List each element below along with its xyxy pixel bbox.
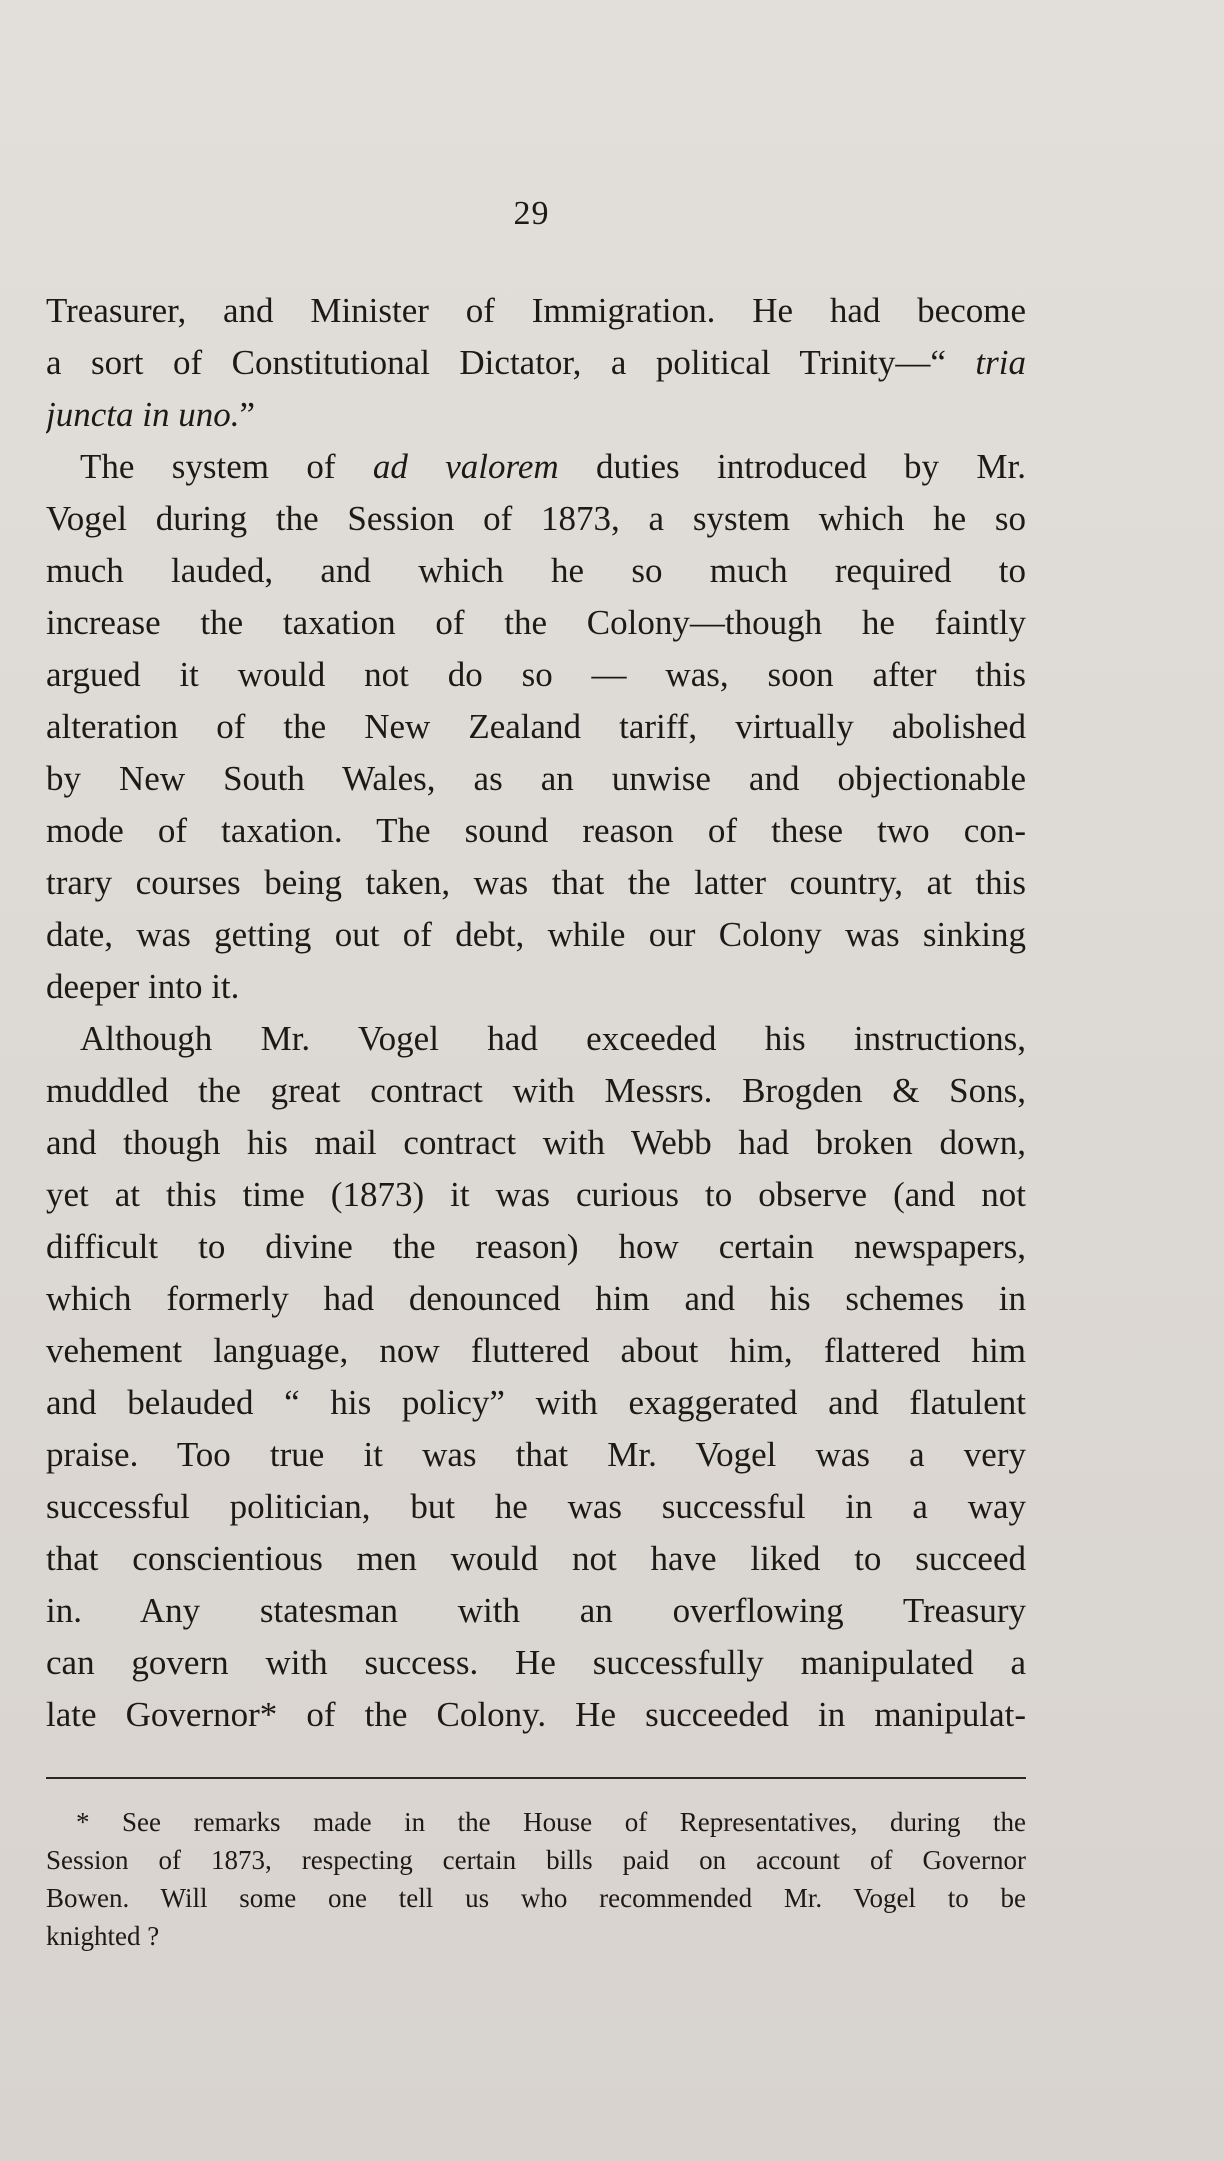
text-line: deeper into it.: [46, 967, 240, 1006]
latin-phrase: ad valorem: [372, 447, 559, 486]
footnote-line: * See remarks made in the House of Representatives, during the: [76, 1807, 1026, 1837]
text-line: Vogel during the Session of 1873, a system which he so: [46, 499, 1026, 538]
text-line: late Governor* of the Colony. He succeeded in manipulat-: [46, 1695, 1026, 1734]
paragraph-start: The system of ad valorem duties introduced by Mr.: [80, 447, 1026, 486]
text-line: a sort of Constitutional Dictator, a political Trinity—“ tria: [46, 343, 1026, 382]
text-line: by New South Wales, as an unwise and objectionable: [46, 759, 1026, 798]
footnote: [46, 1803, 1026, 1955]
text-line: muddled the great contract with Messrs. Brogden & Sons,: [46, 1071, 1026, 1110]
footnote-line: knighted ?: [46, 1921, 160, 1951]
text-line: mode of taxation. The sound reason of these two con-: [46, 811, 1026, 850]
text-line: date, was getting out of debt, while our Colony was sinking: [46, 915, 1026, 954]
footnote-divider: [46, 1777, 1026, 1779]
footnote-line: Bowen. Will some one tell us who recommended Mr. Vogel to be: [46, 1883, 1026, 1913]
text-line: argued it would not do so — was, soon after this: [46, 655, 1026, 694]
text-line: successful politician, but he was successful in a way: [46, 1487, 1026, 1526]
footnote-line: Session of 1873, respecting certain bills paid on account of Governor: [46, 1845, 1026, 1875]
text-line: yet at this time (1873) it was curious to observe (and not: [46, 1175, 1026, 1214]
text-line: in. Any statesman with an overflowing Treasury: [46, 1591, 1026, 1630]
body-text: [46, 285, 1026, 1741]
text-line: alteration of the New Zealand tariff, virtually abolished: [46, 707, 1026, 746]
text-line: vehement language, now fluttered about him, flattered him: [46, 1331, 1026, 1370]
text-line: difficult to divine the reason) how certain newspapers,: [46, 1227, 1026, 1266]
latin-phrase: juncta in uno.: [46, 395, 240, 434]
paragraph-start: Although Mr. Vogel had exceeded his instructions,: [80, 1019, 1026, 1058]
text-line: can govern with success. He successfully manipulated a: [46, 1643, 1026, 1682]
text-line: praise. Too true it was that Mr. Vogel was a very: [46, 1435, 1026, 1474]
text-line: much lauded, and which he so much required to: [46, 551, 1026, 590]
text-line: and though his mail contract with Webb had broken down,: [46, 1123, 1026, 1162]
text-line: trary courses being taken, was that the latter country, at this: [46, 863, 1026, 902]
page-number: 29: [513, 195, 550, 232]
text-line: increase the taxation of the Colony—though he faintly: [46, 603, 1026, 642]
text-line: juncta in uno.”: [46, 395, 256, 434]
latin-phrase: tria: [975, 343, 1026, 382]
text-line: that conscientious men would not have liked to succeed: [46, 1539, 1026, 1578]
text-line: Treasurer, and Minister of Immigration. He had become: [46, 291, 1026, 330]
text-line: and belauded “ his policy” with exaggerated and flatulent: [46, 1383, 1026, 1422]
text-line: which formerly had denounced him and his schemes in: [46, 1279, 1026, 1318]
